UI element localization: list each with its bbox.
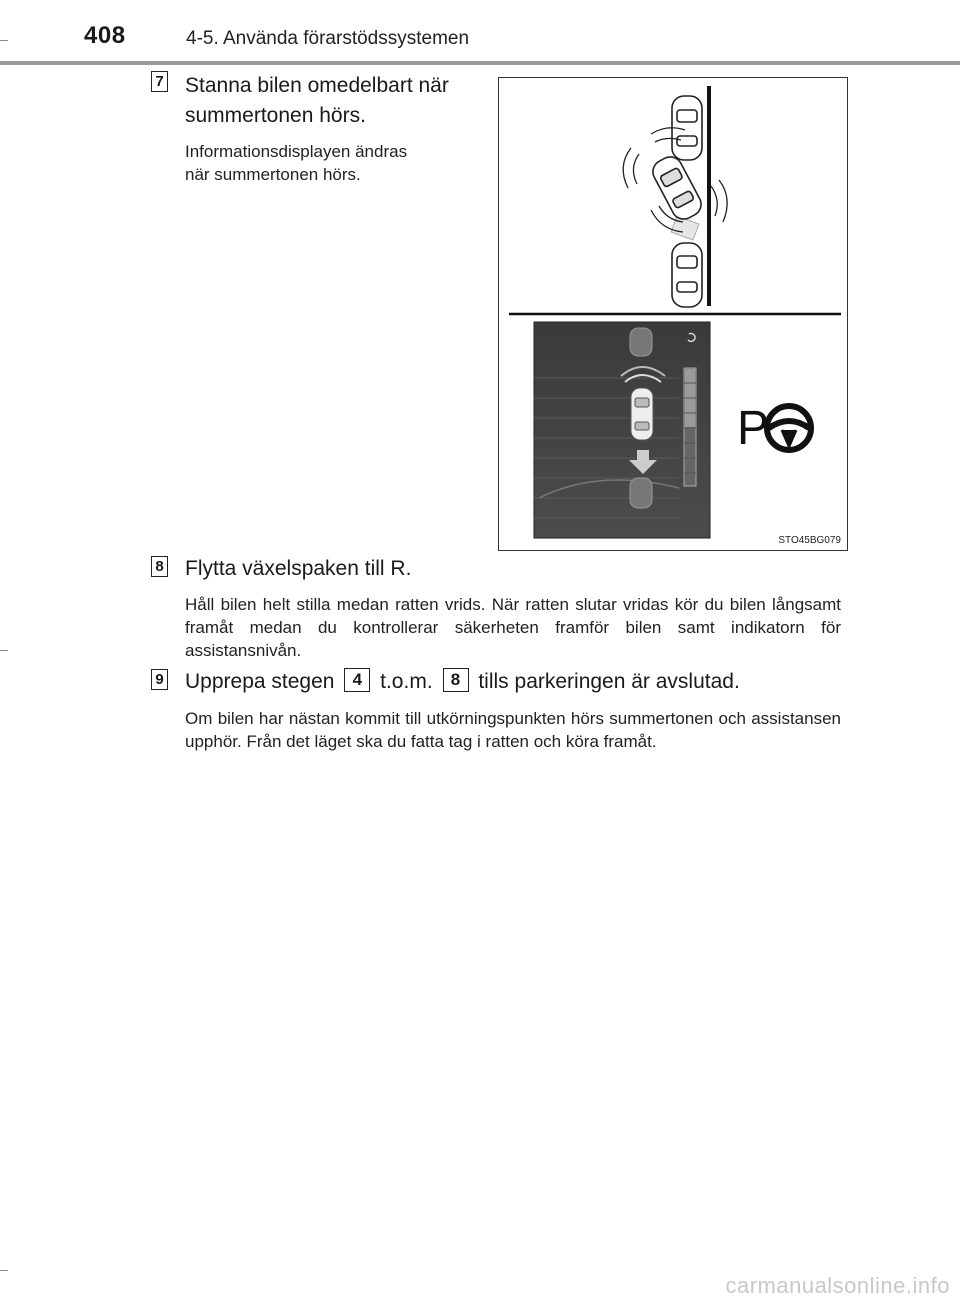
step-heading-text: t.o.m. xyxy=(380,670,433,693)
header-rule xyxy=(0,61,960,65)
multi-info-display xyxy=(534,322,710,538)
trim-mark xyxy=(0,40,8,41)
step-number-box: 8 xyxy=(151,556,168,577)
steering-wheel-icon xyxy=(767,406,811,450)
display-car-rear xyxy=(630,478,652,508)
step-heading: Flytta växelspaken till R. xyxy=(185,557,412,580)
step-body: Håll bilen helt stilla medan ratten vrids. När ratten slutar vridas kör du bilen långsamt framåt medan du kontrollerar säkerheten framför bilen samt indikatorn för assistansnivån. xyxy=(185,595,841,660)
step-body-line: Informationsdisplayen ändras xyxy=(185,142,408,161)
step-heading-text: tills parkeringen är avslutad. xyxy=(478,670,740,693)
parking-diagram xyxy=(499,78,847,550)
figure-code: STO45BG079 xyxy=(778,535,841,546)
step-number-box: 7 xyxy=(151,71,168,92)
parked-car-rear xyxy=(672,243,702,307)
park-assist-symbol: P xyxy=(737,402,770,455)
watermark: carmanualsonline.info xyxy=(725,1273,950,1298)
step-number-box: 9 xyxy=(151,669,168,690)
section-title: 4-5. Använda förarstödssystemen xyxy=(186,28,470,49)
step-heading-text: Upprepa stegen xyxy=(185,670,335,693)
maneuvering-car xyxy=(649,153,706,224)
trim-mark xyxy=(0,1270,8,1271)
step-heading xyxy=(185,71,480,131)
step-body xyxy=(185,140,480,186)
display-car-own xyxy=(631,388,653,440)
step-heading xyxy=(185,667,740,697)
step-heading-line: Stanna bilen omedelbart när xyxy=(185,74,449,97)
trim-mark xyxy=(0,650,8,651)
page-number: 408 xyxy=(84,22,126,49)
step-body-line: när summertonen hörs. xyxy=(185,165,361,184)
step-heading-line: summertonen hörs. xyxy=(185,104,366,127)
step-reference-box: 4 xyxy=(344,668,370,692)
assistance-level-indicator xyxy=(684,368,696,486)
step-body: Om bilen har nästan kommit till utkörningspunkten hörs summertonen och assistansen upphör. Från det läget ska du fatta tag i ratten och köra framåt. xyxy=(185,709,841,751)
display-car-front xyxy=(630,328,652,356)
step-reference-box: 8 xyxy=(443,668,469,692)
parking-illustration xyxy=(498,77,848,551)
